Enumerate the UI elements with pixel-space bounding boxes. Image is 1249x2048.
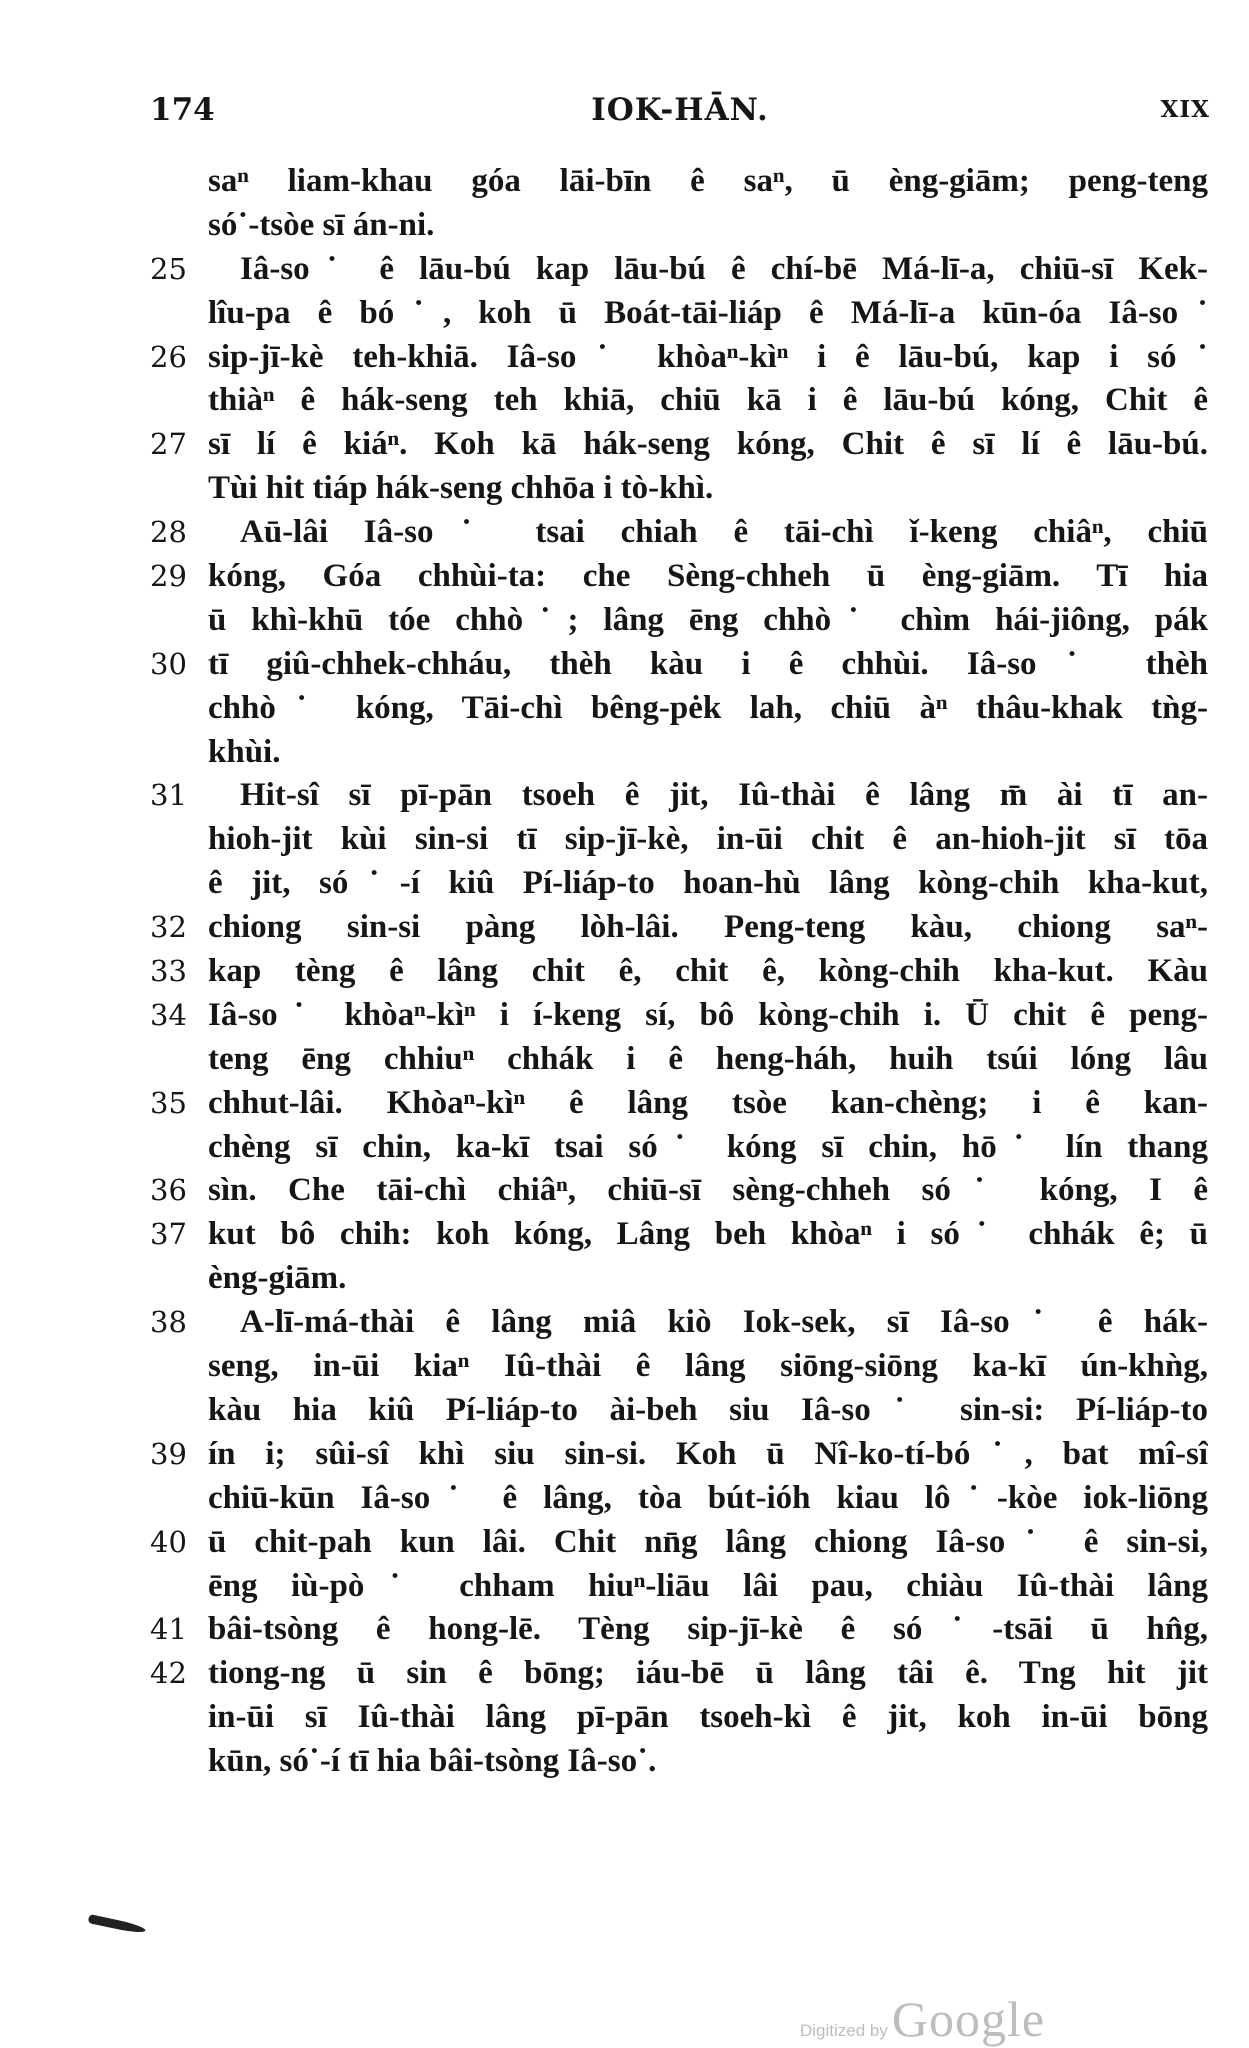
line-text: ēng iù-pò˙ chham hiuⁿ-liāu lâi pau, chiàu Iû-thài lâng <box>208 1567 1208 1604</box>
verse-number: 42 <box>150 1656 187 1691</box>
line-text: chhò˙ kóng, Tāi-chì bêng-pėk lah, chiū àⁿ thâu-khak tǹg- <box>208 689 1208 726</box>
text-line <box>150 862 1210 906</box>
verse-number: 27 <box>150 427 187 462</box>
text-line <box>150 1126 1210 1170</box>
running-title: IOK-HĀN. <box>591 92 769 128</box>
verse-number: 40 <box>150 1524 187 1559</box>
text-line <box>150 248 1210 292</box>
google-logo: Google <box>891 1991 1046 2047</box>
line-text: in-ūi sī Iû-thài lâng pī-pān tsoeh-kì ê jit, koh in-ūi bōng <box>208 1699 1208 1736</box>
line-text: chiū-kūn Iâ-so˙ ê lâng, tòa bút-ióh kiau lô˙-kòe iok-liōng <box>208 1479 1208 1516</box>
line-text: kàu hia kiû Pí-liáp-to ài-beh siu Iâ-so˙ sin-si: Pí-liáp-to <box>208 1391 1208 1428</box>
text-line <box>150 1345 1210 1389</box>
line-text: èng-giām. <box>208 1260 347 1297</box>
line-text: sìn. Che tāi-chì chiâⁿ, chiū-sī sèng-chheh só˙ kóng, I ê <box>208 1172 1208 1209</box>
line-text: ū chit-pah kun lâi. Chit nn̄g lâng chiong Iâ-so˙ ê sin-si, <box>208 1523 1208 1560</box>
text-line <box>150 160 1210 204</box>
text-line <box>150 731 1210 775</box>
verse-number: 38 <box>150 1305 187 1340</box>
line-text: Aū-lâi Iâ-so˙ tsai chiah ê tāi-chì ǐ-keng chiâⁿ, chiū <box>240 514 1208 551</box>
text-line <box>150 774 1210 818</box>
ink-smudge <box>88 1914 147 1935</box>
line-text: khùi. <box>208 733 281 770</box>
text-line <box>150 511 1210 555</box>
line-text: seng, in-ūi kiaⁿ Iû-thài ê lâng siōng-siōng ka-kī ún-khǹg, <box>208 1348 1208 1385</box>
text-line <box>150 818 1210 862</box>
running-header <box>150 92 1210 136</box>
line-text: ín i; sûi-sî khì siu sin-si. Koh ū Nî-ko-tí-bó˙, bat mî-sî <box>208 1435 1208 1472</box>
line-text: Iâ-so˙ khòaⁿ-kìⁿ i í-keng sí, bô kòng-chih i. Ū chit ê peng- <box>208 996 1208 1033</box>
verse-number: 35 <box>150 1085 187 1120</box>
line-text: Hit-sî sī pī-pān tsoeh ê jit, Iû-thài ê lâng m̄ ài tī an- <box>240 777 1208 814</box>
verse-number: 34 <box>150 997 187 1032</box>
line-text: chiong sin-si pàng lòh-lâi. Peng-teng kàu, chiong saⁿ- <box>208 909 1208 946</box>
verse-number: 32 <box>150 910 187 945</box>
text-line <box>150 1169 1210 1213</box>
text-line <box>150 1477 1210 1521</box>
text-line <box>150 1696 1210 1740</box>
body-text <box>150 160 1210 1784</box>
line-text: bâi-tsòng ê hong-lē. Tèng sip-jī-kè ê só˙-tsāi ū hn̂g, <box>208 1611 1208 1648</box>
text-line <box>150 1608 1210 1652</box>
line-text: kóng, Góa chhùi-ta: che Sèng-chheh ū èng-giām. Tī hia <box>208 558 1208 595</box>
text-line <box>150 1652 1210 1696</box>
line-text: tiong-ng ū sin ê bōng; iáu-bē ū lâng tâi ê. Tng hit jit <box>208 1655 1208 1692</box>
line-text: lîu-pa ê bó˙, koh ū Boát-tāi-liáp ê Má-lī-a kūn-óa Iâ-so˙ <box>208 294 1208 331</box>
verse-number: 36 <box>150 1173 187 1208</box>
text-line <box>150 1433 1210 1477</box>
verse-number: 37 <box>150 1217 187 1252</box>
line-text: kap tèng ê lâng chit ê, chit ê, kòng-chih kha-kut. Kàu <box>208 953 1208 990</box>
verse-number: 26 <box>150 339 187 374</box>
text-line <box>150 336 1210 380</box>
line-text: thiàⁿ ê hák-seng teh khiā, chiū kā i ê lāu-bú kóng, Chit ê <box>208 382 1208 419</box>
chapter-number: XIX <box>1160 96 1210 123</box>
text-line <box>150 1082 1210 1126</box>
verse-number: 28 <box>150 515 187 550</box>
verse-number: 30 <box>150 646 187 681</box>
text-line <box>150 599 1210 643</box>
verse-number: 33 <box>150 954 187 989</box>
verse-number: 25 <box>150 251 187 286</box>
text-line <box>150 1257 1210 1301</box>
line-text: chhut-lâi. Khòaⁿ-kìⁿ ê lâng tsòe kan-chèng; i ê kan- <box>208 1084 1208 1121</box>
line-text: tī giû-chhek-chháu, thèh kàu i ê chhùi. Iâ-so˙ thèh <box>208 645 1208 682</box>
line-text: só˙-tsòe sī án-ni. <box>208 206 435 243</box>
text-line <box>150 1521 1210 1565</box>
line-text: sip-jī-kè teh-khiā. Iâ-so˙ khòaⁿ-kìⁿ i ê lāu-bú, kap i só˙ <box>208 338 1208 375</box>
line-text: saⁿ liam-khau góa lāi-bīn ê saⁿ, ū èng-giām; peng-teng <box>208 163 1208 199</box>
line-text: ū khì-khū tóe chhò˙; lâng ēng chhò˙ chìm hái-jiông, pák <box>208 601 1208 638</box>
line-text: kut bô chih: koh kóng, Lâng beh khòaⁿ i só˙ chhák ê; ū <box>208 1216 1208 1253</box>
text-line <box>150 1038 1210 1082</box>
digitized-watermark <box>800 1990 1045 2048</box>
line-text: ê jit, só˙-í kiû Pí-liáp-to hoan-hù lâng kòng-chih kha-kut, <box>208 865 1208 902</box>
text-line <box>150 1389 1210 1433</box>
text-line <box>150 1740 1210 1784</box>
line-text: hioh-jit kùi sin-si tī sip-jī-kè, in-ūi chit ê an-hioh-jit sī tōa <box>208 821 1208 858</box>
line-text: Tùi hit tiáp hák-seng chhōa i tò-khì. <box>208 470 714 507</box>
text-line <box>150 687 1210 731</box>
text-line <box>150 906 1210 950</box>
verse-number: 31 <box>150 778 187 813</box>
text-line <box>150 994 1210 1038</box>
line-text: sī lí ê kiáⁿ. Koh kā hák-seng kóng, Chit ê sī lí ê lāu-bú. <box>208 426 1208 463</box>
line-text: teng ēng chhiuⁿ chhák i ê heng-háh, huih tsúi lóng lâu <box>208 1040 1208 1077</box>
text-line <box>150 950 1210 994</box>
text-line <box>150 1213 1210 1257</box>
digitized-by-label: Digitized by <box>800 2021 888 2040</box>
text-line <box>150 555 1210 599</box>
text-line <box>150 204 1210 248</box>
line-text: A-lī-má-thài ê lâng miâ kiò Iok-sek, sī Iâ-so˙ ê hák- <box>240 1304 1208 1341</box>
line-text: chèng sī chin, ka-kī tsai só˙ kóng sī chin, hō˙ lín thang <box>208 1128 1208 1165</box>
line-text: kūn, só˙-í tī hia bâi-tsòng Iâ-so˙. <box>208 1743 657 1780</box>
text-line <box>150 643 1210 687</box>
verse-number: 29 <box>150 559 187 594</box>
page-number: 174 <box>150 92 215 128</box>
verse-number: 39 <box>150 1436 187 1471</box>
line-text: Iâ-so˙ ê lāu-bú kap lāu-bú ê chí-bē Má-lī-a, chiū-sī Kek- <box>240 250 1208 287</box>
verse-number: 41 <box>150 1612 187 1647</box>
text-line <box>150 1301 1210 1345</box>
text-line <box>150 467 1210 511</box>
text-line <box>150 423 1210 467</box>
text-line <box>150 379 1210 423</box>
text-line <box>150 292 1210 336</box>
text-line <box>150 1565 1210 1609</box>
